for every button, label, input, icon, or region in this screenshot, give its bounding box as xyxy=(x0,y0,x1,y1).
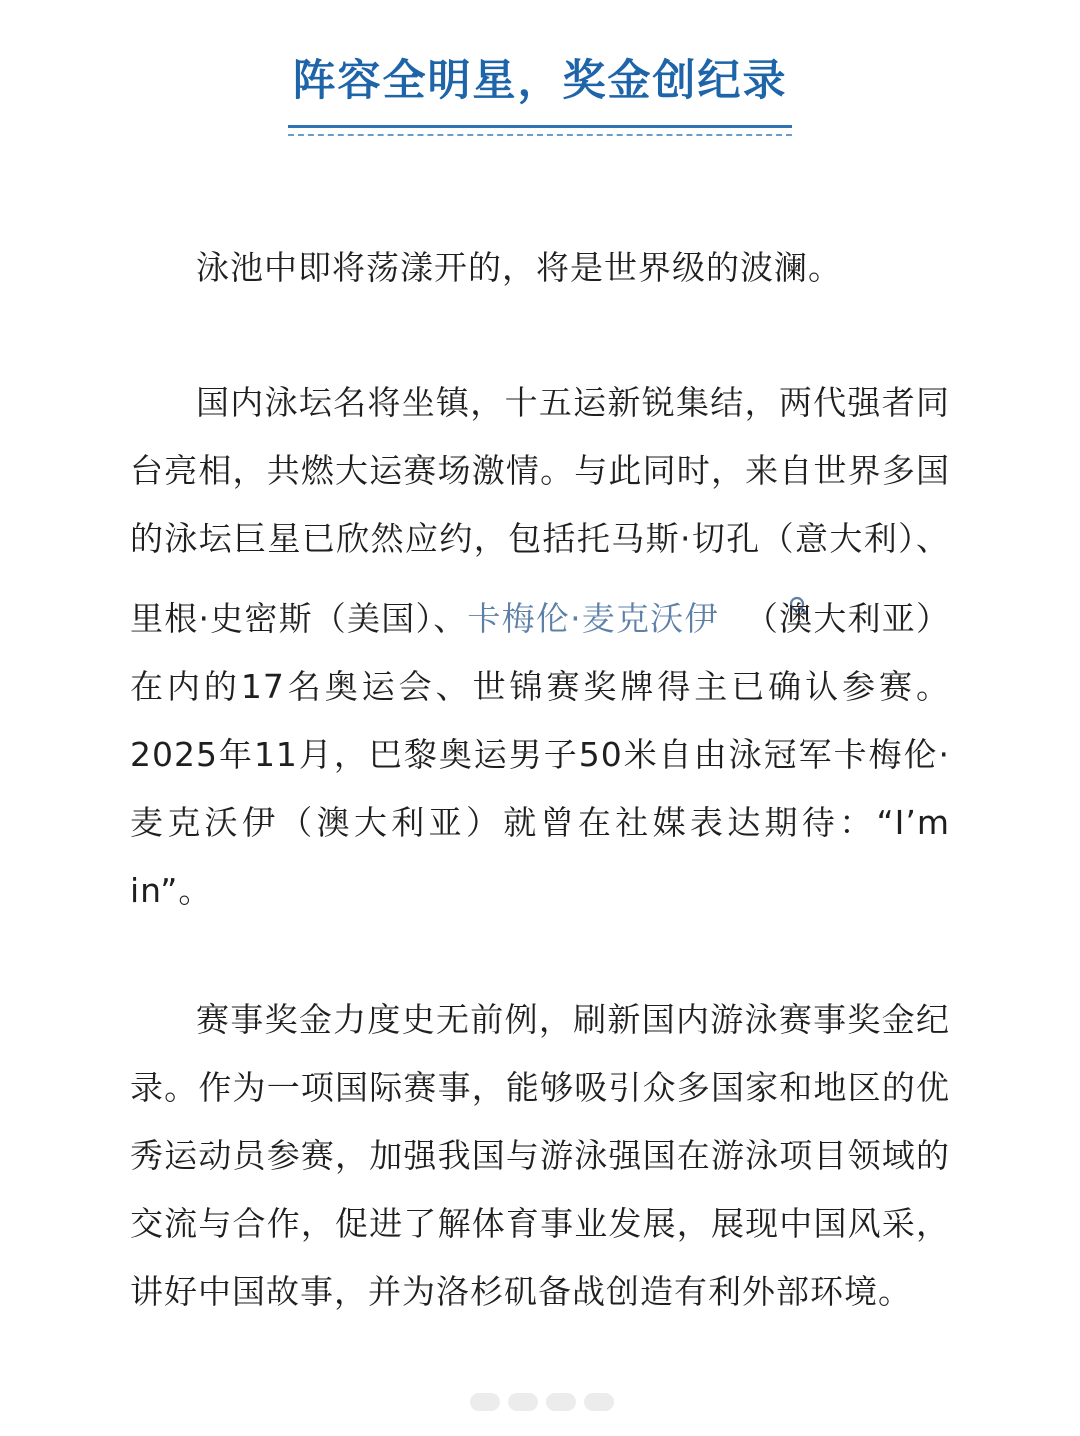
heading-title: 阵容全明星，奖金创纪录 xyxy=(292,56,788,106)
heading-dashed-underline xyxy=(288,134,792,136)
indicator-dot xyxy=(508,1393,538,1411)
paragraph-lineup xyxy=(130,369,950,925)
athlete-search-link[interactable]: 卡梅伦·麦克沃伊 xyxy=(467,599,719,638)
paragraph-prize: 赛事奖金力度史无前例，刷新国内游泳赛事奖金纪录。作为一项国际赛事，能够吸引众多国家和地区的优秀运动员参赛，加强我国与游泳强国在游泳项目领域的交流与合作，促进了解体育事业发展，展现中国风采，讲好中国故事，并为洛杉矶备战创造有利外部环境。 xyxy=(130,1000,950,1311)
indicator-dot xyxy=(546,1393,576,1411)
paragraph-lineup-text-end: （澳大利亚）在内的17名奥运会、世锦赛奖牌得主已确认参赛。2025年11月，巴黎奥运男子50米自由泳冠军卡梅伦·麦克沃伊（澳大利亚）就曾在社媒表达期待：“I’m in”。 xyxy=(130,599,950,910)
indicator-dot xyxy=(470,1393,500,1411)
section-heading xyxy=(0,50,1080,112)
heading-underline xyxy=(288,125,792,128)
paragraph-lineup-text-start: 国内泳坛名将坐镇，十五运新锐集结，两代强者同台亮相，共燃大运赛场激情。与此同时，来自世界多国的泳坛巨星已欣然应约，包括托马斯·切孔（意大利）、里根·史密斯（美国）、 xyxy=(130,383,950,638)
page-indicator xyxy=(470,1392,620,1412)
indicator-dot xyxy=(584,1393,614,1411)
paragraph-intro: 泳池中即将荡漾开的，将是世界级的波澜。 xyxy=(196,248,842,287)
search-icon[interactable] xyxy=(721,573,745,597)
